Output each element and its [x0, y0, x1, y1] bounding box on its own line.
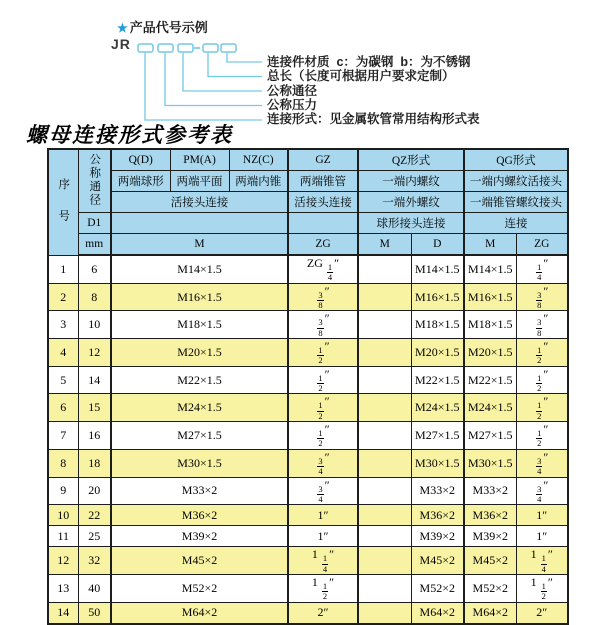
header-qz-type: QZ形式 — [358, 149, 464, 171]
header-nz-c: NZ(C) — [229, 149, 288, 171]
cell-qg-zg: $\frac{1}{2}$ ″ — [516, 366, 568, 394]
cell-mm: 8 — [78, 283, 111, 311]
cell-m: M30×1.5 — [111, 449, 288, 477]
cell-qz-m — [358, 526, 411, 547]
cell-qg-m: M39×2 — [464, 526, 516, 547]
cell-mm: 25 — [78, 526, 111, 547]
code-prefix: JR — [111, 36, 131, 52]
cell-qz-m — [358, 574, 411, 602]
cell-m: M20×1.5 — [111, 339, 288, 367]
cell-qg-zg: $\frac{3}{8}$ ″ — [516, 283, 568, 311]
cell-qg-zg: $\frac{3}{4}$ ″ — [516, 449, 568, 477]
diagram-label-pressure: 公称压力 — [267, 98, 318, 112]
cell-qz-d: M36×2 — [411, 505, 464, 526]
cell-qg-m: M36×2 — [464, 505, 516, 526]
table-row — [48, 602, 568, 624]
cell-qg-zg: $\frac{1}{2}$ ″ — [516, 422, 568, 450]
cell-qz-d: M45×2 — [411, 547, 464, 575]
cell-gz: 2″ — [288, 602, 358, 624]
cell-qg-m: M14×1.5 — [464, 255, 516, 283]
code-line-4 — [208, 53, 262, 77]
table-row — [48, 526, 568, 547]
header-qg-connection: 连接 — [464, 213, 568, 234]
star-icon: ★ — [117, 21, 128, 35]
table-row — [48, 366, 568, 394]
diagram-label-material: 连接件材质 c：为碳钢 b：为不锈钢 — [267, 55, 471, 69]
cell-gz: 1 $\frac{1}{4}$ ″ — [288, 547, 358, 575]
cell-qg-m: M52×2 — [464, 574, 516, 602]
code-box-4 — [203, 44, 218, 52]
cell-seq: 13 — [48, 574, 78, 602]
cell-m: M33×2 — [111, 477, 288, 505]
cell-qz-d: M33×2 — [411, 477, 464, 505]
cell-mm: 20 — [78, 477, 111, 505]
code-box-1 — [138, 44, 153, 52]
cell-qg-zg: 1″ — [516, 505, 568, 526]
cell-seq: 5 — [48, 366, 78, 394]
header-q-d: Q(D) — [111, 149, 170, 171]
table-row — [48, 422, 568, 450]
cell-qz-m — [358, 394, 411, 422]
cell-m: M36×2 — [111, 505, 288, 526]
table-row — [48, 449, 568, 477]
header-zg-qg: ZG — [516, 234, 568, 256]
diagram-label-length: 总长（长度可根据用户要求定制） — [267, 69, 455, 83]
cell-m: M16×1.5 — [111, 283, 288, 311]
header-seq — [48, 149, 78, 255]
cell-qg-m: M27×1.5 — [464, 422, 516, 450]
cell-qg-zg: $\frac{1}{4}$ ″ — [516, 255, 568, 283]
cell-m: M22×1.5 — [111, 366, 288, 394]
cell-m: M64×2 — [111, 602, 288, 624]
cell-m: M27×1.5 — [111, 422, 288, 450]
cell-qz-m — [358, 339, 411, 367]
cell-mm: 14 — [78, 366, 111, 394]
cell-qg-m: M18×1.5 — [464, 311, 516, 339]
cell-qg-zg: $\frac{3}{8}$ ″ — [516, 311, 568, 339]
cell-qz-m — [358, 311, 411, 339]
diagram-label-diameter: 公称通径 — [267, 84, 318, 98]
cell-qz-d: M14×1.5 — [411, 255, 464, 283]
code-box-3 — [178, 44, 193, 52]
cell-gz: $\frac{3}{4}$ ″ — [288, 477, 358, 505]
cell-qz-m — [358, 255, 411, 283]
cell-gz: 1″ — [288, 505, 358, 526]
table-title: 螺母连接形式参考表 — [26, 123, 233, 147]
cell-seq: 9 — [48, 477, 78, 505]
header-qz-connection: 球形接头连接 — [358, 213, 464, 234]
cell-gz: ZG $\frac{1}{4}$ ″ — [288, 255, 358, 283]
cell-qg-m: M30×1.5 — [464, 449, 516, 477]
cell-seq: 8 — [48, 449, 78, 477]
table-row — [48, 547, 568, 575]
cell-m: M52×2 — [111, 574, 288, 602]
cell-qg-m: M64×2 — [464, 602, 516, 624]
cell-qz-d: M24×1.5 — [411, 394, 464, 422]
cell-gz: $\frac{1}{2}$ ″ — [288, 339, 358, 367]
header-nominal-diameter — [78, 149, 111, 213]
cell-qz-d: M18×1.5 — [411, 311, 464, 339]
cell-gz: 1 $\frac{1}{2}$ ″ — [288, 574, 358, 602]
cell-m: M14×1.5 — [111, 255, 288, 283]
cell-gz: $\frac{3}{8}$ ″ — [288, 311, 358, 339]
cell-mm: 10 — [78, 311, 111, 339]
header-nz-desc: 两端内锥 — [229, 171, 288, 192]
code-box-2 — [158, 44, 173, 52]
cell-qz-m — [358, 505, 411, 526]
cell-qg-zg: 1 $\frac{1}{2}$ ″ — [516, 574, 568, 602]
table-row — [48, 283, 568, 311]
code-line-5 — [227, 53, 262, 62]
cell-mm: 40 — [78, 574, 111, 602]
header-qz-desc1: 一端内螺纹 — [358, 171, 464, 192]
cell-mm: 22 — [78, 505, 111, 526]
cell-seq: 6 — [48, 394, 78, 422]
cell-seq: 10 — [48, 505, 78, 526]
cell-qz-m — [358, 547, 411, 575]
cell-seq: 3 — [48, 311, 78, 339]
cell-seq: 2 — [48, 283, 78, 311]
cell-gz: $\frac{1}{2}$ ″ — [288, 422, 358, 450]
header-q-desc: 两端球形 — [111, 171, 170, 192]
header-m-qg: M — [464, 234, 516, 256]
cell-mm: 12 — [78, 339, 111, 367]
cell-seq: 4 — [48, 339, 78, 367]
nut-connection-table — [47, 148, 569, 625]
cell-qz-d: M64×2 — [411, 602, 464, 624]
cell-m: M24×1.5 — [111, 394, 288, 422]
cell-qz-m — [358, 366, 411, 394]
cell-qg-m: M33×2 — [464, 477, 516, 505]
cell-gz: $\frac{1}{2}$ ″ — [288, 394, 358, 422]
table-row — [48, 394, 568, 422]
cell-qg-m: M24×1.5 — [464, 394, 516, 422]
cell-qz-m — [358, 422, 411, 450]
table-row — [48, 477, 568, 505]
cell-qz-d: M39×2 — [411, 526, 464, 547]
header-d1-blank — [111, 213, 288, 234]
cell-m: M18×1.5 — [111, 311, 288, 339]
cell-seq: 11 — [48, 526, 78, 547]
header-nominal-diameter-label: 公称通径 — [88, 152, 101, 207]
cell-gz: $\frac{3}{8}$ ″ — [288, 283, 358, 311]
cell-gz: 1″ — [288, 526, 358, 547]
header-zg-gz: ZG — [288, 234, 358, 256]
header-union-connection: 活接头连接 — [111, 192, 288, 213]
header-pm-desc: 两端平面 — [170, 171, 229, 192]
cell-mm: 16 — [78, 422, 111, 450]
cell-qg-m: M22×1.5 — [464, 366, 516, 394]
header-d-qz: D — [411, 234, 464, 256]
table-row — [48, 505, 568, 526]
cell-qz-m — [358, 477, 411, 505]
cell-qz-m — [358, 283, 411, 311]
cell-gz: $\frac{3}{4}$ ″ — [288, 449, 358, 477]
cell-qz-d: M27×1.5 — [411, 422, 464, 450]
cell-qg-zg: 1 $\frac{1}{4}$ ″ — [516, 547, 568, 575]
diagram-title-text: 产品代号示例 — [129, 20, 208, 35]
cell-qg-m: M20×1.5 — [464, 339, 516, 367]
cell-seq: 12 — [48, 547, 78, 575]
cell-seq: 14 — [48, 602, 78, 624]
table-row — [48, 255, 568, 283]
cell-qz-m — [358, 602, 411, 624]
code-line-3 — [183, 53, 262, 91]
table-row — [48, 574, 568, 602]
cell-seq: 7 — [48, 422, 78, 450]
table-row — [48, 339, 568, 367]
cell-qz-m — [358, 449, 411, 477]
cell-qg-zg: $\frac{1}{2}$ ″ — [516, 394, 568, 422]
code-line-1 — [145, 53, 262, 120]
diagram-label-connection: 连接形式：见金属软管常用结构形式表 — [267, 112, 480, 126]
header-pm-a: PM(A) — [170, 149, 229, 171]
diagram-title — [117, 17, 208, 36]
header-gz-blank — [288, 213, 358, 234]
cell-qg-zg: $\frac{3}{4}$ ″ — [516, 477, 568, 505]
cell-qz-d: M20×1.5 — [411, 339, 464, 367]
cell-mm: 6 — [78, 255, 111, 283]
header-gz-connection: 活接头连接 — [288, 192, 358, 213]
cell-mm: 50 — [78, 602, 111, 624]
cell-qg-m: M16×1.5 — [464, 283, 516, 311]
cell-mm: 32 — [78, 547, 111, 575]
cell-qz-d: M22×1.5 — [411, 366, 464, 394]
code-box-5 — [221, 44, 236, 52]
cell-seq: 1 — [48, 255, 78, 283]
header-m-merged: M — [111, 234, 288, 256]
cell-qz-d: M52×2 — [411, 574, 464, 602]
code-line-2 — [165, 53, 262, 106]
cell-qg-zg: 2″ — [516, 602, 568, 624]
header-qg-desc2: 一端锥管螺纹接头 — [464, 192, 568, 213]
cell-gz: $\frac{1}{2}$ ″ — [288, 366, 358, 394]
table-row — [48, 311, 568, 339]
cell-qz-d: M16×1.5 — [411, 283, 464, 311]
cell-qg-zg: $\frac{1}{2}$ ″ — [516, 339, 568, 367]
header-m-qz: M — [358, 234, 411, 256]
cell-qz-d: M30×1.5 — [411, 449, 464, 477]
header-qg-type: QG形式 — [464, 149, 568, 171]
cell-mm: 18 — [78, 449, 111, 477]
cell-mm: 15 — [78, 394, 111, 422]
header-mm: mm — [78, 234, 111, 256]
header-gz: GZ — [288, 149, 358, 171]
header-gz-desc: 两端锥管 — [288, 171, 358, 192]
cell-qg-m: M45×2 — [464, 547, 516, 575]
cell-m: M39×2 — [111, 526, 288, 547]
header-seq-label: 序号 — [57, 178, 70, 242]
header-d1: D1 — [78, 213, 111, 234]
cell-qg-zg: 1″ — [516, 526, 568, 547]
cell-m: M45×2 — [111, 547, 288, 575]
header-qg-desc1: 一端内螺纹活接头 — [464, 171, 568, 192]
header-qz-desc2: 一端外螺纹 — [358, 192, 464, 213]
